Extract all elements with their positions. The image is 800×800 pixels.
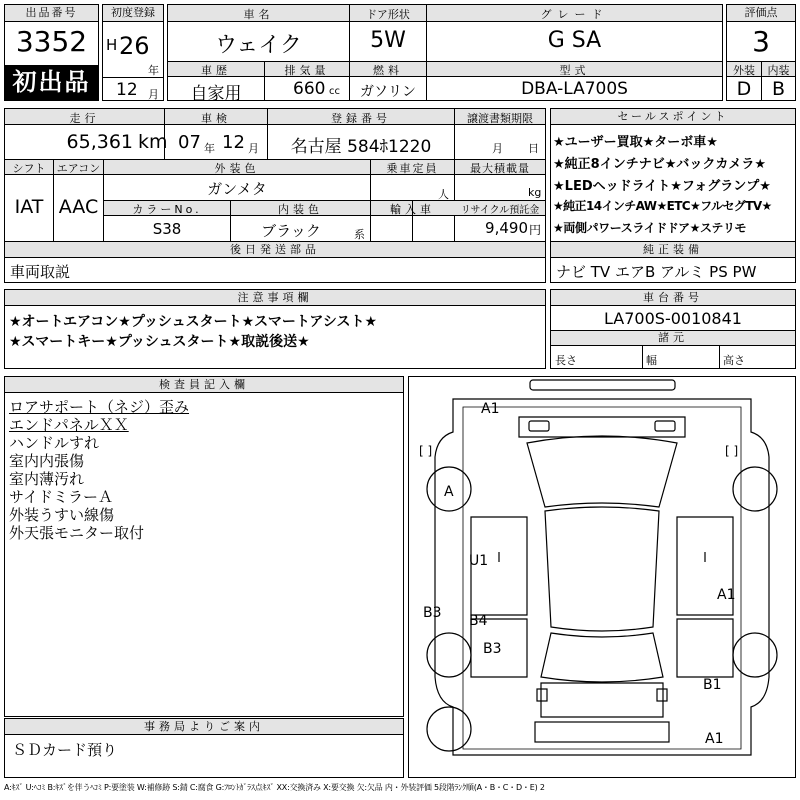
mileage-value: 65,361 <box>66 131 133 153</box>
body-outline-icon <box>435 399 769 755</box>
mark-u1: U1 <box>469 553 489 569</box>
inspector-line: ロアサポート（ネジ）歪み <box>9 398 190 416</box>
equipment-label: 純正装備 <box>551 242 795 258</box>
transfer-label: 譲渡書類期限 <box>467 112 533 125</box>
inspection-year-unit: 年 <box>204 142 215 155</box>
right-door-rear-icon <box>677 619 733 677</box>
interior-color-value: ブラック <box>261 222 321 240</box>
lot-label: 出品番号 <box>5 5 98 22</box>
legend-text: A:ｷｽﾞ U:ﾍｺﾐ B:ｷｽﾞを伴うﾍｺﾐ P:要塗装 W:補修跡 S:錆 C:腐食 G:ﾌﾛﾝﾄｶﾞﾗｽ点ｷｽﾞ XX:交換済み X:要交換 欠:欠品 内・外装評価 5段階ﾗﾝｸ順(A・B・C・D・E) 2 <box>4 783 545 792</box>
specs-label: 諸元 <box>551 331 795 346</box>
aircon-value: AAC <box>58 196 99 218</box>
model-label: 型式 <box>559 64 590 77</box>
transfer-month-unit: 月 <box>492 142 503 155</box>
interior-score-label: 内装 <box>767 64 790 77</box>
transfer-day-unit: 日 <box>528 142 539 155</box>
plate-label: 登録番号 <box>331 112 391 125</box>
exterior-color-label: 外装色 <box>214 162 260 175</box>
office-value: ＳＤカード預り <box>12 741 118 759</box>
plate-value: 名古屋 584ﾎ1220 <box>290 137 432 157</box>
color-no-value: S38 <box>152 220 182 238</box>
inspection-month-unit: 月 <box>248 142 259 155</box>
inspection-month: 12 <box>222 132 245 153</box>
bracket-right-top: [ ] <box>725 444 739 458</box>
interior-score: B <box>771 78 786 100</box>
mark-a1-right: A1 <box>717 587 736 603</box>
exterior-color-value: ガンメタ <box>207 180 267 198</box>
aircon-label: エアコン <box>56 162 101 175</box>
registration-month: 12 <box>116 80 138 100</box>
equipment-value: ナビ TV エアB アルミ PS PW <box>556 263 757 281</box>
inspector-line: 外装うすい線傷 <box>9 506 115 524</box>
history-value: 自家用 <box>190 84 242 104</box>
wheel-front-right-icon <box>733 467 777 511</box>
inspector-line: 外天張モニター取付 <box>9 524 145 542</box>
recycle-unit: 円 <box>529 223 542 237</box>
chassis-number: LA700S-0010841 <box>604 309 742 328</box>
mark-b4: B4 <box>469 613 488 629</box>
capacity-unit: 人 <box>438 188 449 201</box>
registration-year: 26 <box>119 32 150 60</box>
inspector-label: 検査員記入欄 <box>5 377 403 393</box>
door-label: ドア形状 <box>366 8 410 21</box>
model-value: DBA-LA700S <box>521 79 628 99</box>
spec-length-label: 長さ <box>555 354 577 367</box>
interior-color-suffix: 系 <box>354 228 365 241</box>
spare-wheel-icon <box>427 707 471 751</box>
car-name-label: 車名 <box>243 8 274 21</box>
import-label: 輸入車 <box>390 203 435 216</box>
sales-point-line: ★ユーザー買取★ターボ車★ <box>553 135 718 150</box>
history-label: 車歴 <box>201 64 231 77</box>
mileage-label: 走行 <box>69 112 100 125</box>
notes-line: ★スマートキー★プッシュスタート★取説後送★ <box>9 334 310 350</box>
mark-a1-front: A1 <box>481 401 500 417</box>
displacement-value: 660 <box>293 79 326 99</box>
tailgate-icon <box>541 683 663 717</box>
score-label: 評価点 <box>727 5 795 22</box>
sales-point-line: ★両側パワースライドドア★ステリモ <box>553 221 747 235</box>
mark-b3-left: B3 <box>423 605 442 621</box>
registration-era: H <box>106 36 118 54</box>
recycle-value: 9,490 <box>485 219 528 237</box>
shift-label: シフト <box>12 162 46 175</box>
sales-point-line: ★純正8インチナビ★バックカメラ★ <box>553 157 767 172</box>
exterior-score-label: 外装 <box>733 64 755 77</box>
later-parts-label: 後日発送部品 <box>5 242 545 258</box>
bracket-left-top: [ ] <box>419 444 433 458</box>
fuel-label: 燃料 <box>373 64 403 77</box>
lot-number: 3352 <box>15 25 88 58</box>
hood-icon <box>519 417 685 437</box>
shift-value: IAT <box>14 196 44 218</box>
displacement-label: 排気量 <box>284 64 330 77</box>
notes-label: 注意事項欄 <box>5 290 545 306</box>
sales-point-line: ★純正14インチAW★ETC★フルセグTV★ <box>553 199 772 213</box>
color-no-label: カラーNo. <box>132 203 202 216</box>
inspection-label: 車検 <box>201 112 231 125</box>
capacity-label: 乗車定員 <box>386 162 439 175</box>
exterior-score: D <box>736 78 752 100</box>
inspector-line: ハンドルすれ <box>9 434 100 452</box>
windshield-icon <box>527 436 677 507</box>
mark-b3-mid: B3 <box>483 641 502 657</box>
inspector-line: サイドミラーＡ <box>9 488 113 506</box>
inspector-line: エンドパネルＸＸ <box>9 416 129 434</box>
car-name: ウェイク <box>215 33 302 58</box>
score-value: 3 <box>752 25 770 58</box>
inspector-line: 室内内張傷 <box>9 452 85 470</box>
later-parts-value: 車両取説 <box>10 263 71 281</box>
notes-line: ★オートエアコン★プッシュスタート★スマートアシスト★ <box>9 314 378 330</box>
spec-width-label: 幅 <box>646 354 657 367</box>
first-listing-badge: 初出品 <box>5 65 98 100</box>
car-diagram <box>409 377 795 777</box>
mark-b1: B1 <box>703 677 722 693</box>
wheel-rear-left-icon <box>427 633 471 677</box>
spec-height-label: 高さ <box>723 354 745 367</box>
mark-a-wheel: A <box>444 484 454 500</box>
wheel-rear-right-icon <box>733 633 777 677</box>
inspector-line: 室内薄汚れ <box>9 470 85 488</box>
rear-glass-icon <box>541 633 663 682</box>
inspection-year: 07 <box>178 132 201 153</box>
chassis-label: 車台番号 <box>551 290 795 306</box>
max-load-label: 最大積載量 <box>470 162 530 175</box>
registration-month-unit: 月 <box>148 88 159 101</box>
fuel-value: ガソリン <box>360 84 416 100</box>
recycle-label: リサイクル預託金 <box>460 205 540 216</box>
registration-year-unit: 年 <box>148 64 159 77</box>
sales-points-label: セールスポイント <box>551 109 795 125</box>
interior-color-label: 内装色 <box>278 203 323 216</box>
mark-a1-rear: A1 <box>705 731 724 747</box>
grade-value: G SA <box>547 28 602 53</box>
displacement-unit: cc <box>329 86 340 97</box>
roof-icon <box>545 507 659 631</box>
door-type: 5W <box>370 28 406 53</box>
max-load-unit: kg <box>528 186 542 199</box>
office-label: 事務局よりご案内 <box>5 719 403 735</box>
rear-bumper-icon <box>535 722 669 742</box>
mileage-unit: km <box>138 131 168 153</box>
front-bumper-top-icon <box>530 380 675 390</box>
sales-point-line: ★LEDヘッドライト★フォグランプ★ <box>553 179 771 194</box>
grade-label: グレード <box>540 8 609 21</box>
registration-label: 初度登録 <box>103 5 163 22</box>
